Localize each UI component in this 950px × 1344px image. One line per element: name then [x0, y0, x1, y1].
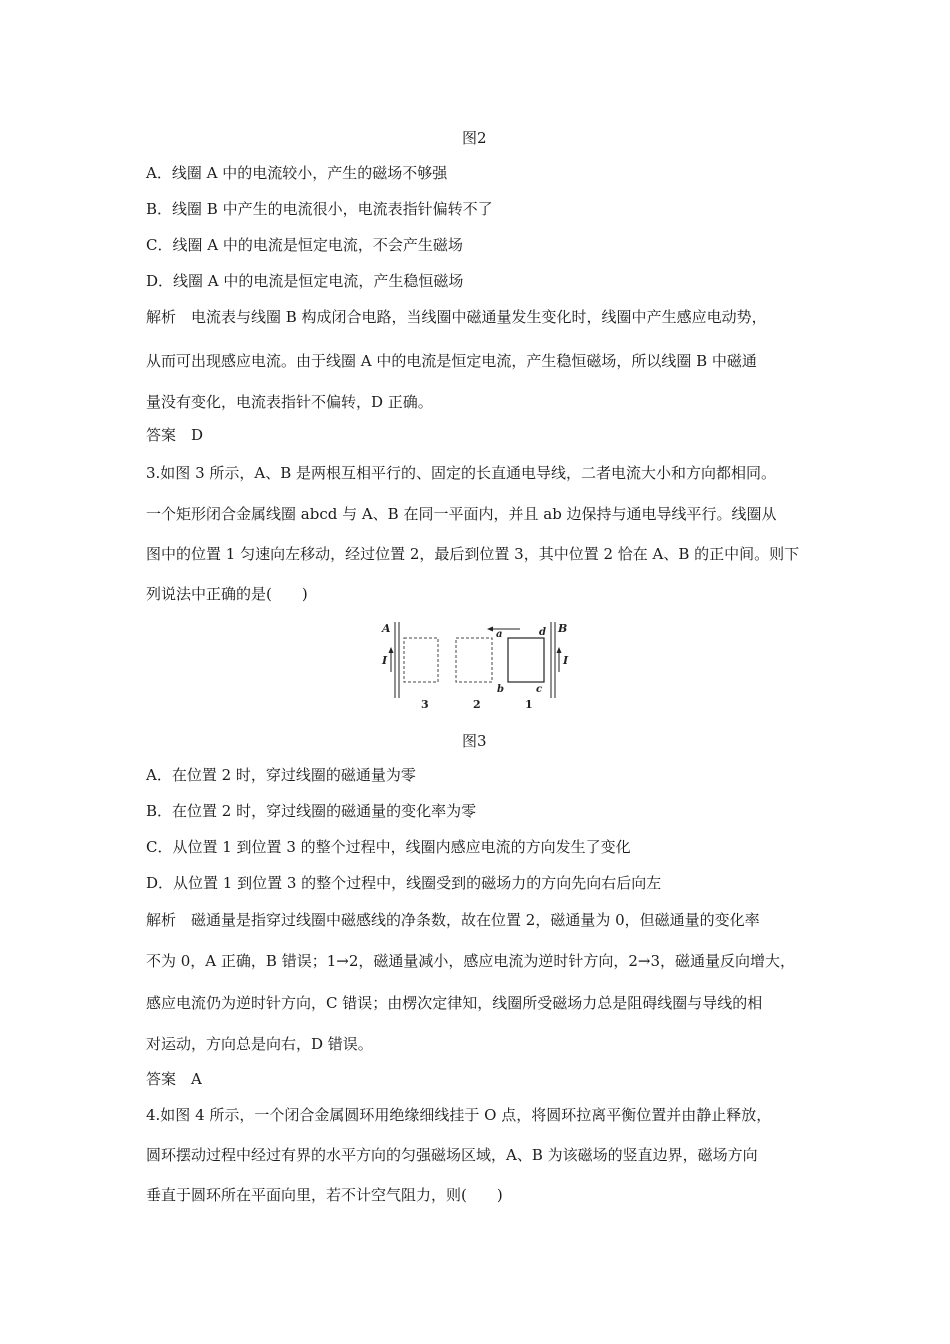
q3-stem-line-4: 列说法中正确的是( ) — [146, 585, 308, 603]
corner-b-label: b — [497, 684, 504, 695]
q2-analysis-line-1: 解析 电流表与线圈 B 构成闭合电路，当线圈中磁通量发生变化时，线圈中产生感应电动势， — [146, 308, 767, 326]
q2-analysis-line-3: 量没有变化，电流表指针不偏转，D 正确。 — [146, 393, 433, 411]
q3-stem-line-2: 一个矩形闭合金属线圈 abcd 与 A、B 在同一平面内，并且 ab 边保持与通电导线平行。线圈从 — [146, 505, 777, 523]
q3-option-b: B．在位置 2 时，穿过线圈的磁通量的变化率为零 — [146, 802, 477, 820]
wire-b-label: B — [558, 622, 568, 635]
q2-option-d: D．线圈 A 中的电流是恒定电流，产生稳恒磁场 — [146, 272, 464, 290]
corner-c-label: c — [536, 684, 543, 695]
q3-stem-line-3: 图中的位置 1 匀速向左移动，经过位置 2，最后到位置 3，其中位置 2 恰在 A、B 的正中间。则下 — [146, 545, 800, 563]
wire-a-label: A — [382, 622, 391, 635]
q4-stem-line-1: 4.如图 4 所示，一个闭合金属圆环用绝缘细线挂于 O 点，将圆环拉离平衡位置并由静止释放， — [146, 1106, 772, 1124]
coil-position-3 — [404, 638, 438, 682]
position-3-label: 3 — [421, 698, 429, 711]
q2-analysis-line-2: 从而可出现感应电流。由于线圈 A 中的电流是恒定电流，产生稳恒磁场，所以线圈 B 中磁通 — [146, 352, 757, 370]
position-1-label: 1 — [525, 698, 533, 711]
current-arrowhead-right — [557, 647, 562, 653]
coil-position-1 — [508, 638, 544, 682]
figure-3-caption: 图3 — [462, 732, 487, 750]
q4-stem-line-2: 圆环摆动过程中经过有界的水平方向的匀强磁场区域，A、B 为该磁场的竖直边界，磁场方向 — [146, 1146, 758, 1164]
q3-analysis-line-4: 对运动，方向总是向右，D 错误。 — [146, 1035, 373, 1053]
current-arrowhead-left — [389, 647, 394, 653]
q2-option-b: B．线圈 B 中产生的电流很小，电流表指针偏转不了 — [146, 200, 493, 218]
q3-option-c: C．从位置 1 到位置 3 的整个过程中，线圈内感应电流的方向发生了变化 — [146, 838, 631, 856]
current-label-left: I — [382, 654, 388, 667]
corner-a-label: a — [496, 629, 503, 640]
q4-stem-line-3: 垂直于圆环所在平面向里，若不计空气阻力，则( ) — [146, 1186, 503, 1204]
figure-2-caption: 图2 — [462, 129, 487, 147]
coil-position-2 — [456, 638, 492, 682]
position-2-label: 2 — [473, 698, 481, 711]
q2-option-a: A．线圈 A 中的电流较小，产生的磁场不够强 — [146, 164, 448, 182]
q3-option-a: A．在位置 2 时，穿过线圈的磁通量为零 — [146, 766, 416, 784]
q3-analysis-line-2: 不为 0，A 正确，B 错误；1→2，磁通量减小，感应电流为逆时针方向，2→3，磁通量反向增大， — [146, 952, 796, 970]
q3-option-d: D．从位置 1 到位置 3 的整个过程中，线圈受到的磁场力的方向先向右后向左 — [146, 874, 662, 892]
corner-d-label: d — [539, 627, 546, 638]
q3-analysis-line-3: 感应电流仍为逆时针方向，C 错误；由楞次定律知，线圈所受磁场力总是阻碍线圈与导线的相 — [146, 994, 763, 1012]
current-label-right: I — [563, 654, 569, 667]
q3-analysis-line-1: 解析 磁通量是指穿过线圈中磁感线的净条数，故在位置 2，磁通量为 0，但磁通量的变化率 — [146, 911, 760, 929]
figure-3-diagram — [378, 616, 578, 716]
q2-option-c: C．线圈 A 中的电流是恒定电流，不会产生磁场 — [146, 236, 463, 254]
q3-answer: 答案 A — [146, 1070, 202, 1088]
q2-answer: 答案 D — [146, 426, 204, 444]
q3-stem-line-1: 3.如图 3 所示，A、B 是两根互相平行的、固定的长直通电导线，二者电流大小和方向都相同。 — [146, 464, 777, 482]
motion-arrowhead — [487, 627, 493, 632]
